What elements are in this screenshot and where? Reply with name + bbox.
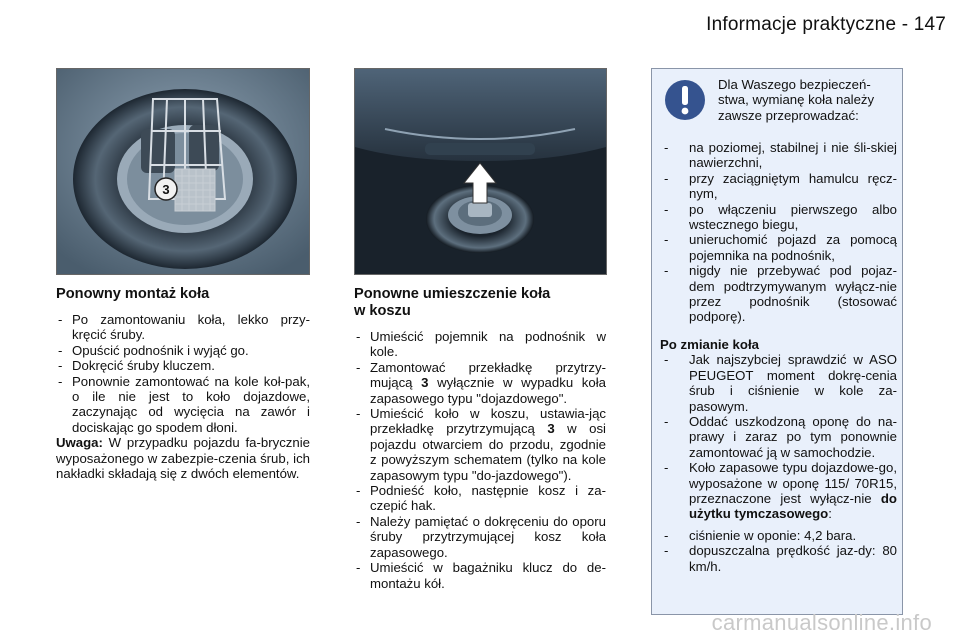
spare-wheel-figure (56, 68, 310, 275)
warning-icon (664, 79, 706, 121)
item-text: wyłącznie w wypadku koła zapasowego typu "dojazdowego". (370, 375, 606, 406)
steps-list (354, 329, 606, 591)
item-text: w osi pojazdu otwarciem do przodu, zgodnie z powyższym schematem (tylko na kole zapasowym typu "do-jazdowego"). (370, 421, 606, 483)
section-heading: Po zmianie koła (660, 336, 759, 352)
safety-body (660, 140, 897, 574)
item-text: Zamontować przekładkę przytrzy-mującą (370, 359, 606, 391)
note-label: Uwaga: (56, 435, 103, 451)
list-item: - Należy pamiętać o dokręceniu do oporu śruby przytrzymującej kosz koła zapasowego. (354, 514, 606, 560)
list-item: - Jak najszybciej sprawdzić w ASO PEUGEOT moment dokrę-cenia śrub i ciśnienie w kole za-pasowym. (660, 352, 897, 414)
after-change-list (660, 352, 897, 574)
list-item: - przy zaciągniętym hamulcu ręcz-nym, (660, 171, 897, 202)
list-item: - Po zamontowaniu koła, lekko przy-kręcić śruby. (56, 312, 310, 343)
list-item: - Dokręcić śruby kluczem. (56, 358, 310, 373)
heading-line: Ponowne umieszczenie koła (354, 286, 551, 302)
list-item: - Umieścić w bagażniku klucz do de-montażu kół. (354, 560, 606, 591)
list-item: - Oddać uszkodzoną oponę do na-prawy i zaraz po tym ponownie zamontować ją w samochodzie. (660, 414, 897, 460)
item-ref-number: 3 (547, 421, 555, 437)
note-text: W przypadku pojazdu fa-brycznie wyposażonego w zabezpie-czenia śrub, ich nakładki składają się z dwóch elementów. (56, 435, 310, 482)
watermark: carmanualsonline.info (711, 610, 932, 635)
item-ref-number: 3 (421, 375, 429, 391)
spare-limits-list (660, 528, 897, 574)
note-paragraph (56, 435, 310, 481)
item-text: : (828, 506, 832, 522)
list-item: - Opuścić podnośnik i wyjąć go. (56, 343, 310, 358)
list-item: - ciśnienie w oponie: 4,2 bara. (660, 528, 897, 543)
item-text: Umieścić koło w koszu, ustawia-jąc przekładkę przytrzymującą (370, 406, 606, 437)
basket-section (354, 286, 606, 591)
safety-list (660, 140, 897, 325)
reinstall-wheel-section (56, 286, 310, 481)
list-item: - Podnieść koło, następnie kosz i za-czepić hak. (354, 483, 606, 514)
list-item: - dopuszczalna prędkość jaz-dy: 80 km/h. (660, 543, 897, 574)
list-item (660, 460, 897, 574)
safety-panel (651, 68, 903, 615)
page-title: Informacje praktyczne - 147 (706, 14, 946, 35)
safety-intro: Dla Waszego bezpieczeń-stwa, wymianę koła należy zawsze przeprowadzać: (718, 77, 875, 123)
list-item: - Ponownie zamontować na kole koł-pak, o ile nie jest to koło dojazdowe, zaczynając od wycięcia na zawór i dociskając go spodem dłoni. (56, 374, 310, 436)
section-heading: Ponowny montaż koła (56, 286, 210, 302)
heading-line: w koszu (354, 303, 411, 319)
item-emphasis: do użytku tymczasowego (689, 490, 897, 522)
section-heading (354, 286, 606, 320)
list-item: - Umieścić pojemnik na podnośnik w kole. (354, 329, 606, 360)
item-text: Koło zapasowe typu dojazdowe-go, wyposażone w oponę 115/ 70R15, przeznaczone jest wyłącz-nie (689, 460, 897, 506)
steps-list (56, 312, 310, 435)
list-item: - po włączeniu pierwszego albo wstecznego biegu, (660, 202, 897, 233)
list-item (354, 360, 606, 406)
list-item: - nigdy nie przebywać pod pojaz-dem podtrzymywanym wyłącz-nie przez podnośnik (stosować podporę). (660, 263, 897, 325)
callout-number: 3 (162, 182, 170, 197)
wheel-basket-figure (354, 68, 607, 275)
list-item: - na poziomej, stabilnej i nie śli-skiej nawierzchni, (660, 140, 897, 171)
spare-wheel-illustration (57, 69, 309, 274)
list-item (354, 406, 606, 483)
list-item: - unieruchomić pojazd za pomocą pojemnika na podnośnik, (660, 232, 897, 263)
wheel-under-car-illustration (355, 69, 606, 274)
